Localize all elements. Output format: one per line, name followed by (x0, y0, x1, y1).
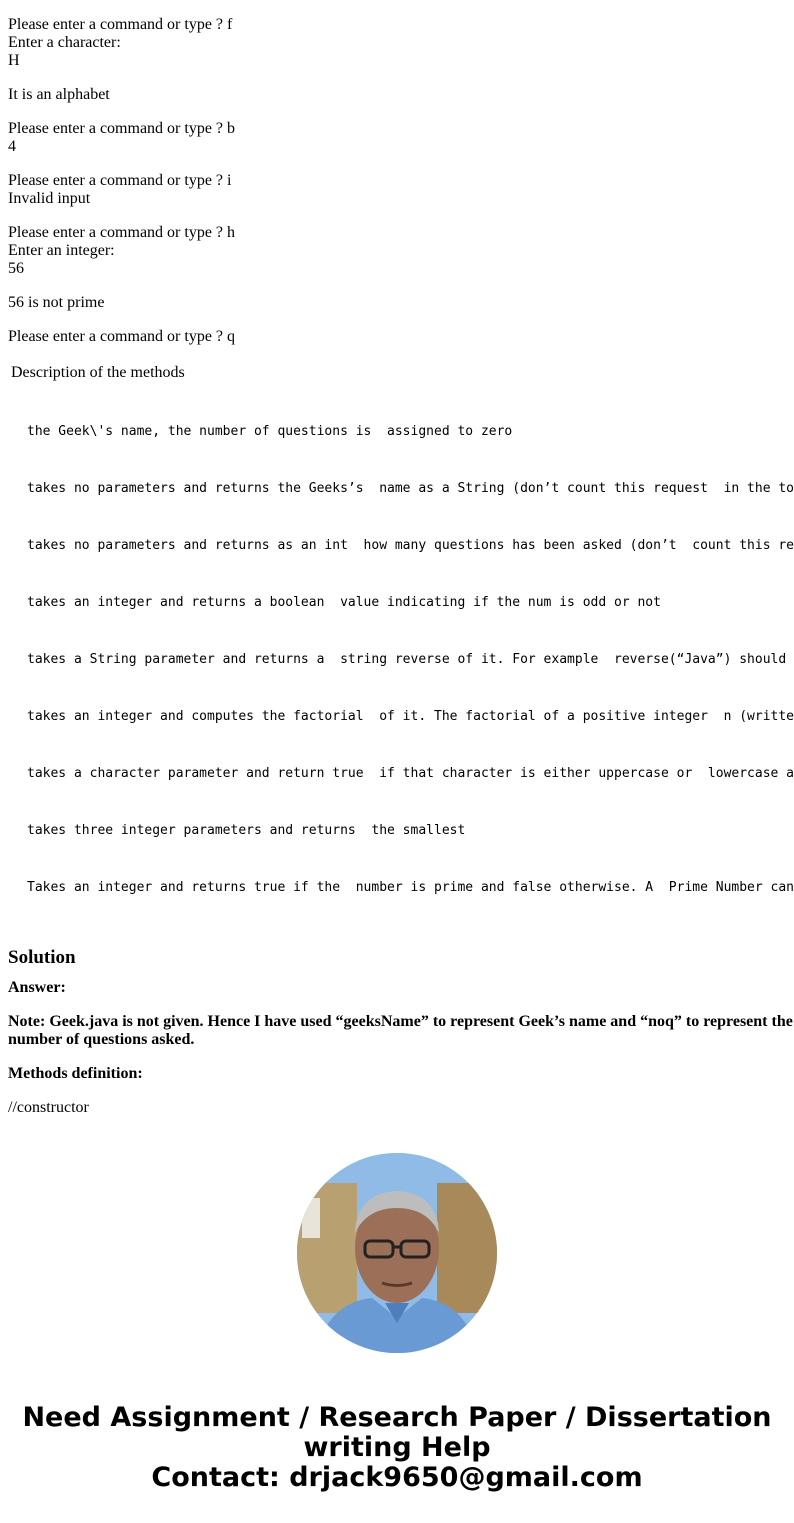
banner-line: writing Help (303, 1432, 491, 1463)
solution-note: Note: Geek.java is not given. Hence I have used “geeksName” to represent Geek’s name and “noq” to represent the number of questions asked. (8, 1013, 793, 1048)
methods-title: Description of the methods (11, 364, 185, 381)
banner-line: Need Assignment / Research Paper / Dissertation (22, 1402, 772, 1433)
console-output (8, 16, 794, 1123)
avatar-photo (297, 1153, 497, 1353)
avatar (297, 1153, 497, 1353)
method-line: takes a String parameter and returns a string reverse of it. For example reverse(“Java”) should (27, 652, 787, 667)
method-line: takes a character parameter and return true if that character is either uppercase or lowercase a (27, 766, 794, 781)
console-line: Enter a character: (8, 34, 121, 51)
method-line: Takes an integer and returns true if the number is prime and false otherwise. A Prime Number can (27, 880, 794, 895)
console-line: 4 (8, 138, 16, 155)
console-line: Please enter a command or type ? h (8, 224, 236, 241)
console-line: Enter an integer: (8, 242, 115, 259)
console-line: H (8, 52, 20, 69)
answer-label: Answer: (8, 979, 66, 996)
method-line: takes three integer parameters and returns the smallest (27, 823, 466, 838)
console-line: It is an alphabet (8, 86, 110, 103)
console-line: Please enter a command or type ? q (8, 328, 236, 345)
code-block (8, 1099, 794, 1123)
method-line: takes no parameters and returns the Geeks’s name as a String (don’t count this request in the to (27, 481, 794, 496)
method-line: takes an integer and computes the factorial of it. The factorial of a positive integer n (writte (27, 709, 794, 724)
method-line: takes an integer and returns a boolean value indicating if the num is odd or not (27, 595, 661, 610)
methods-list (27, 384, 794, 935)
console-line: Please enter a command or type ? b (8, 120, 236, 137)
console-line: 56 is not prime (8, 294, 105, 311)
solution-heading: Solution (8, 947, 76, 968)
method-line: takes no parameters and returns as an int how many questions has been asked (don’t count this re (27, 538, 794, 553)
method-line: the Geek\'s name, the number of questions is assigned to zero (27, 424, 513, 439)
code-line: //constructor (8, 1099, 89, 1116)
console-line: Please enter a command or type ? i (8, 172, 232, 189)
methods-definition-label: Methods definition: (8, 1065, 143, 1082)
contact-banner (0, 1403, 794, 1493)
console-line: Please enter a command or type ? f (8, 16, 233, 33)
console-line: Invalid input (8, 190, 91, 207)
contact-email: Contact: drjack9650@gmail.com (151, 1462, 643, 1493)
console-line: 56 (8, 260, 24, 277)
